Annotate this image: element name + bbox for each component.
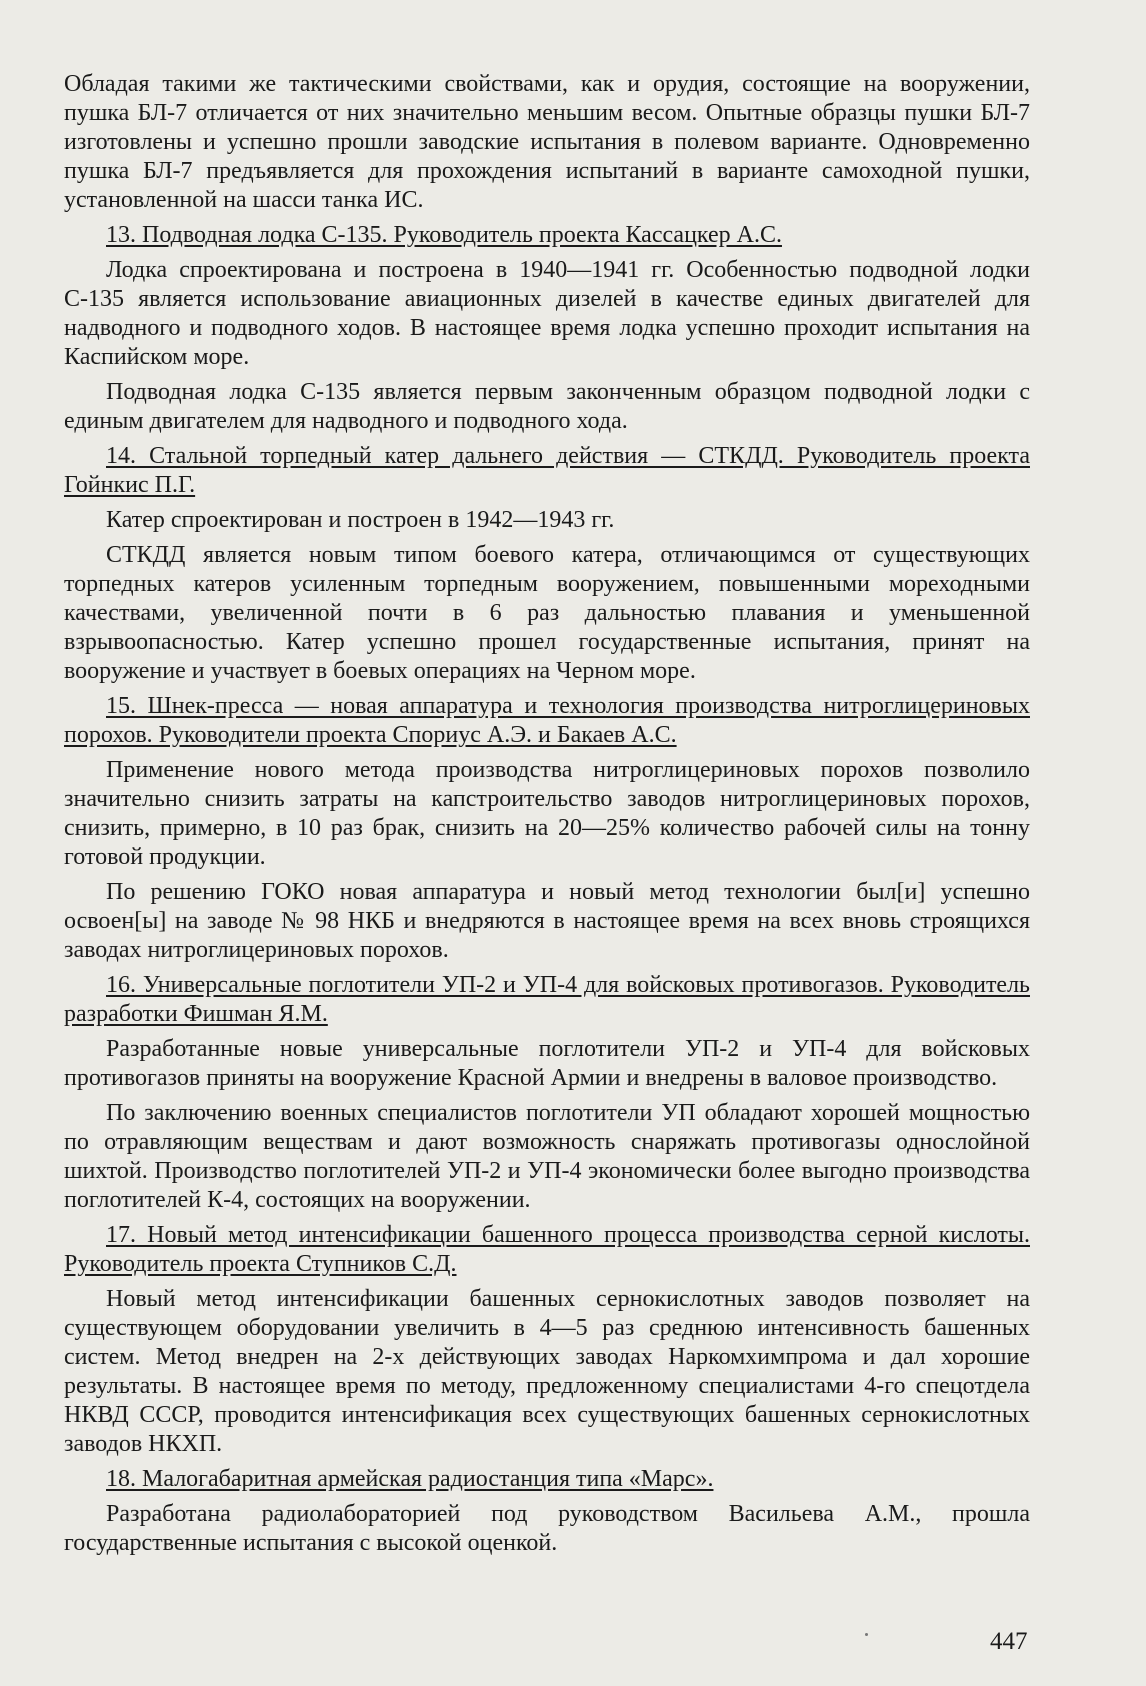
heading-item-18: 18. Малогабаритная армейская радиостанция типа «Марс». xyxy=(106,1466,714,1492)
page-number: 447 xyxy=(990,1628,1028,1655)
paragraph-item-17-description: Новый метод интенсификации башенных сернокислотных заводов позволяет на существующем оборудовании увеличить в 4—5 раз среднюю интенсивность башенных систем. Метод внедрен на 2-х действующих заводах Наркомхимпрома и дал хорошие результаты. В настоящее время по методу, предложенному специалистами 4-го спецотдела НКВД СССР, проводится интенсификация всех существующих башенных сернокислотных заводов НКХП. xyxy=(64,1286,1030,1457)
paragraph-item-15-effect: Применение нового метода производства нитроглицериновых порохов позволило значительно снизить затраты на капстроительство заводов нитроглицериновых порохов, снизить, примерно, в 10 раз брак, снизить на 20—25% количество рабочей силы на тонну готовой продукции. xyxy=(64,757,1030,870)
heading-item-15: 15. Шнек-пресса — новая аппаратура и технология производства нитроглицериновых порохов. Руководители проекта Спориус А.Э. и Бакаев А.С. xyxy=(64,693,1030,748)
print-speck xyxy=(865,1633,868,1636)
paragraph-item-15-adoption: По решению ГОКО новая аппаратура и новый метод технологии был[и] успешно освоен[ы] на заводе № 98 НКБ и внедряются в настоящее время на всех вновь строящихся заводах нитроглицериновых порохов. xyxy=(64,879,1030,963)
heading-item-13: 13. Подводная лодка С-135. Руководитель проекта Кассацкер А.С. xyxy=(106,222,782,248)
paragraph-item-16-assessment: По заключению военных специалистов поглотители УП обладают хорошей мощностью по отравляющим веществам и дают возможность снаряжать противогазы однослойной шихтой. Производство поглотителей УП-2 и УП-4 экономически более выгодно производства поглотителей К-4, состоящих на вооружении. xyxy=(64,1100,1030,1213)
paragraph-bl7-description: Обладая такими же тактическими свойствами, как и орудия, состоящие на вооружении, пушка БЛ-7 отличается от них значительно меньшим весом. Опытные образцы пушки БЛ-7 изготовлены и успешно прошли заводские испытания в полевом варианте. Одновременно пушка БЛ-7 предъявляется для прохождения испытаний в варианте самоходной пушки, установленной на шасси танка ИС. xyxy=(64,71,1030,213)
paragraph-item-16-adoption: Разработанные новые универсальные поглотители УП-2 и УП-4 для войсковых противогазов приняты на вооружение Красной Армии и внедрены в валовое производство. xyxy=(64,1036,1030,1091)
paragraph-item-13-design: Лодка спроектирована и построена в 1940—1941 гг. Особенностью подводной лодки С-135 является использование авиационных дизелей в качестве единых двигателей для надводного и подводного ходов. В настоящее время лодка успешно проходит испытания на Каспийском море. xyxy=(64,257,1030,370)
heading-item-16: 16. Универсальные поглотители УП-2 и УП-4 для войсковых противогазов. Руководитель разработки Фишман Я.М. xyxy=(64,972,1030,1027)
paragraph-item-14-built: Катер спроектирован и построен в 1942—1943 гг. xyxy=(106,507,615,533)
paragraph-item-13-significance: Подводная лодка С-135 является первым законченным образцом подводной лодки с единым двигателем для надводного и подводного хода. xyxy=(64,379,1030,434)
heading-item-14: 14. Стальной торпедный катер дальнего действия — СТКДД. Руководитель проекта Гойнкис П.Г. xyxy=(64,443,1030,498)
document-page xyxy=(64,70,1030,1564)
heading-item-17: 17. Новый метод интенсификации башенного процесса производства серной кислоты. Руководитель проекта Ступников С.Д. xyxy=(64,1222,1030,1277)
paragraph-item-14-description: СТКДД является новым типом боевого катера, отличающимся от существующих торпедных катеров усиленным торпедным вооружением, повышенными мореходными качествами, увеличенной почти в 6 раз дальностью плавания и уменьшенной взрывоопасностью. Катер успешно прошел государственные испытания, принят на вооружение и участвует в боевых операциях на Черном море. xyxy=(64,542,1030,684)
paragraph-item-18-description: Разработана радиолабораторией под руководством Васильева А.М., прошла государственные испытания с высокой оценкой. xyxy=(64,1501,1030,1556)
